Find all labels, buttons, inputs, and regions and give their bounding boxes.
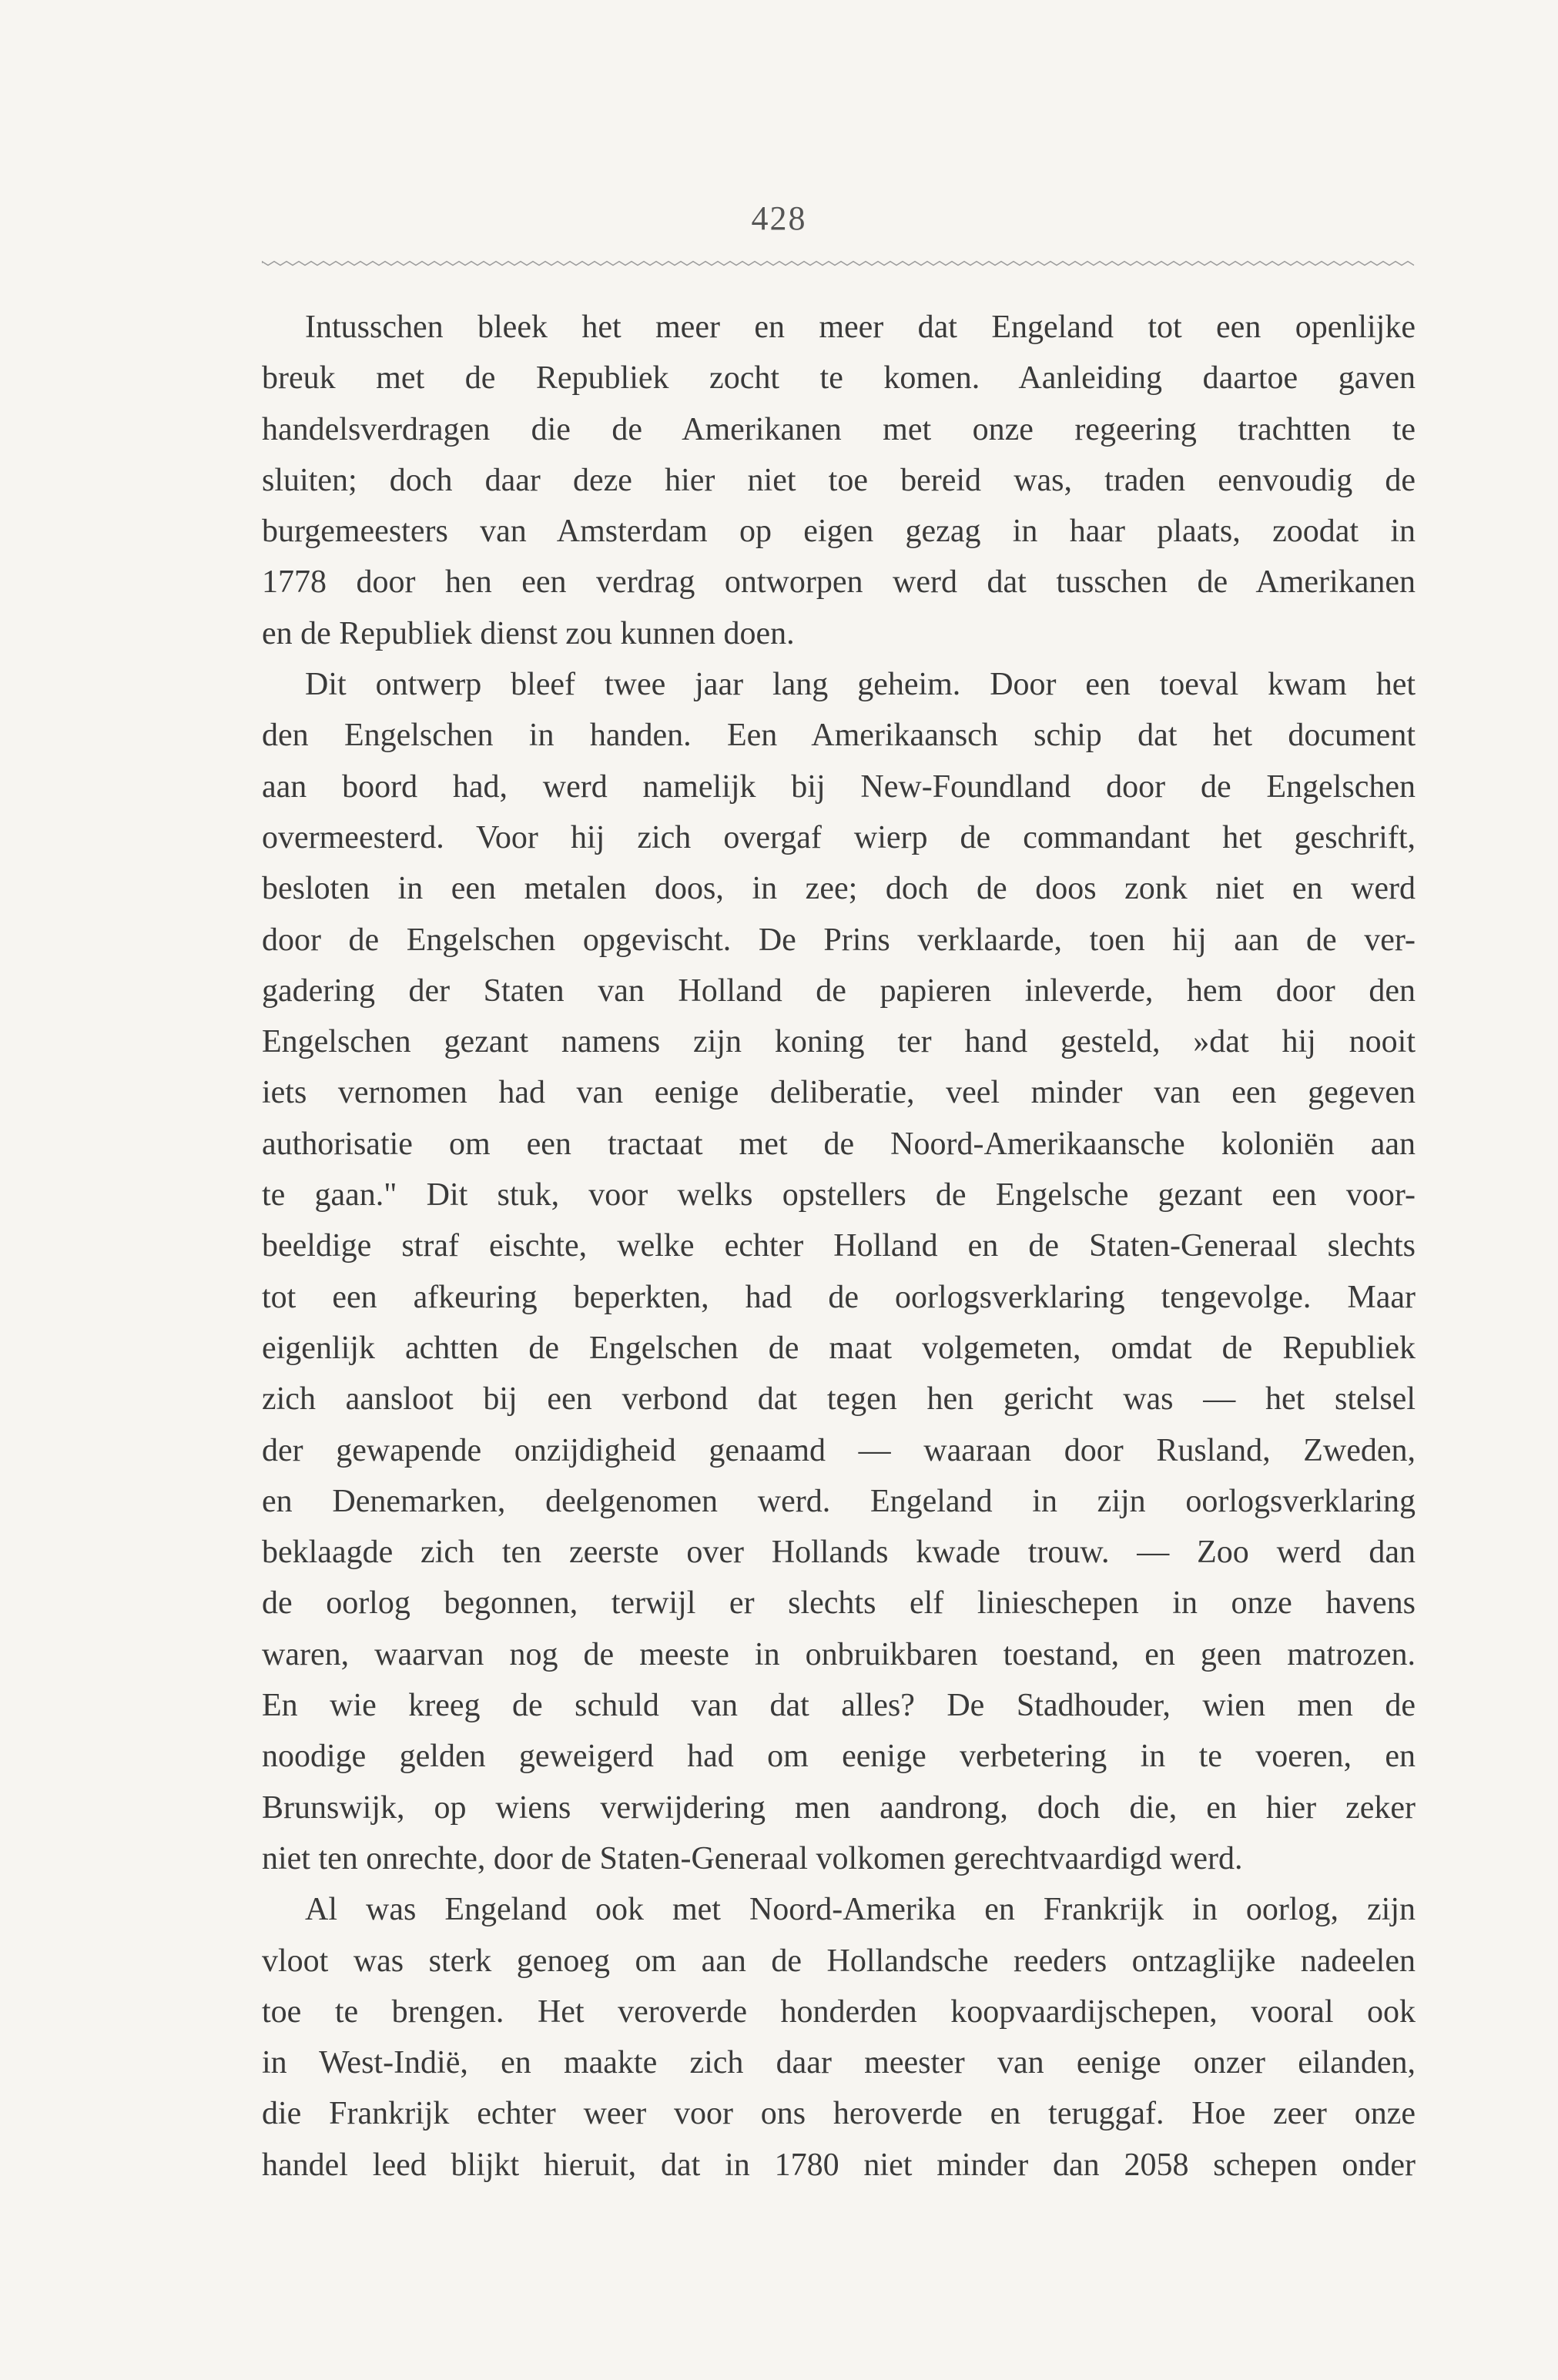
text-line: de oorlog begonnen, terwijl er slechts elf linieschepen in onze havens: [262, 1585, 1416, 1622]
text-line: niet ten onrechte, door de Staten-Generaal volkomen gerechtvaardigd werd.: [262, 1840, 1243, 1876]
text-line: handelsverdragen die de Amerikanen met onze regeering trachtten te: [262, 411, 1416, 447]
text-line: besloten in een metalen doos, in zee; doch de doos zonk niet en werd: [262, 871, 1416, 907]
text-line: den Engelschen in handen. Een Amerikaansch schip dat het document: [262, 718, 1416, 754]
text-line: Engelschen gezant namens zijn koning ter hand gesteld, »dat hij nooit: [262, 1024, 1416, 1060]
text-line: tot een afkeuring beperkten, had de oorlogsverklaring tengevolge. Maar: [262, 1279, 1416, 1315]
text-line: vloot was sterk genoeg om aan de Hollandsche reeders ontzaglijke nadeelen: [262, 1943, 1416, 1979]
paragraph: [262, 1884, 1416, 2191]
text-line: waren, waarvan nog de meeste in onbruikbaren toestand, en geen matrozen.: [262, 1636, 1416, 1672]
text-line: 1778 door hen een verdrag ontworpen werd dat tusschen de Amerikanen: [262, 564, 1416, 601]
text-line: beeldige straf eischte, welke echter Holland en de Staten-Generaal slechts: [262, 1228, 1416, 1264]
text-line: authorisatie om een tractaat met de Noord-Amerikaansche koloniën aan: [262, 1126, 1416, 1162]
text-line: En wie kreeg de schuld van dat alles? De Stadhouder, wien men de: [262, 1688, 1416, 1724]
page-number: 428: [751, 199, 807, 237]
text-line: Dit ontwerp bleef twee jaar lang geheim. Door een toeval kwam het: [305, 667, 1416, 703]
text-line: en de Republiek dienst zou kunnen doen.: [262, 615, 795, 651]
text-line: gadering der Staten van Holland de papieren inleverde, hem door den: [262, 972, 1416, 1009]
text-line: en Denemarken, deelgenomen werd. Engeland in zijn oorlogsverklaring: [262, 1483, 1416, 1519]
text-line: beklaagde zich ten zeerste over Hollands kwade trouw. — Zoo werd dan: [262, 1535, 1416, 1571]
text-line: aan boord had, werd namelijk bij New-Foundland door de Engelschen: [262, 768, 1416, 805]
paragraph: [262, 659, 1416, 1884]
text-line: breuk met de Republiek zocht te komen. Aanleiding daartoe gaven: [262, 360, 1416, 397]
text-line: eigenlijk achtten de Engelschen de maat volgemeten, omdat de Republiek: [262, 1330, 1416, 1366]
text-line: iets vernomen had van eenige deliberatie, veel minder van een gegeven: [262, 1075, 1416, 1111]
text-line: noodige gelden geweigerd had om eenige verbetering in te voeren, en: [262, 1739, 1416, 1775]
text-line: in West-Indië, en maakte zich daar meester van eenige onzer eilanden,: [262, 2045, 1416, 2081]
text-line: Al was Engeland ook met Noord-Amerika en Frankrijk in oorlog, zijn: [305, 1892, 1416, 1928]
text-line: zich aansloot bij een verbond dat tegen hen gericht was — het stelsel: [262, 1381, 1416, 1418]
text-line: te gaan." Dit stuk, voor welks opstellers de Engelsche gezant een voor-: [262, 1177, 1416, 1213]
body-text: [262, 302, 1416, 2191]
paragraph: [262, 302, 1416, 659]
text-line: sluiten; doch daar deze hier niet toe bereid was, traden eenvoudig de: [262, 462, 1416, 498]
header-rule: [262, 259, 1417, 268]
text-line: Intusschen bleek het meer en meer dat Engeland tot een openlijke: [305, 310, 1416, 345]
text-line: burgemeesters van Amsterdam op eigen gezag in haar plaats, zoodat in: [262, 514, 1416, 550]
text-line: der gewapende onzijdigheid genaamd — waaraan door Rusland, Zweden,: [262, 1432, 1416, 1468]
text-line: overmeesterd. Voor hij zich overgaf wierp de commandant het geschrift,: [262, 819, 1416, 855]
text-line: toe te brengen. Het veroverde honderden koopvaardijschepen, vooral ook: [262, 1993, 1416, 2030]
text-line: die Frankrijk echter weer voor ons heroverde en teruggaf. Hoe zeer onze: [262, 2096, 1416, 2132]
text-line: handel leed blijkt hieruit, dat in 1780 niet minder dan 2058 schepen onder: [262, 2147, 1416, 2183]
text-line: door de Engelschen opgevischt. De Prins verklaarde, toen hij aan de ver-: [262, 922, 1416, 958]
text-line: Brunswijk, op wiens verwijdering men aandrong, doch die, en hier zeker: [262, 1789, 1416, 1826]
